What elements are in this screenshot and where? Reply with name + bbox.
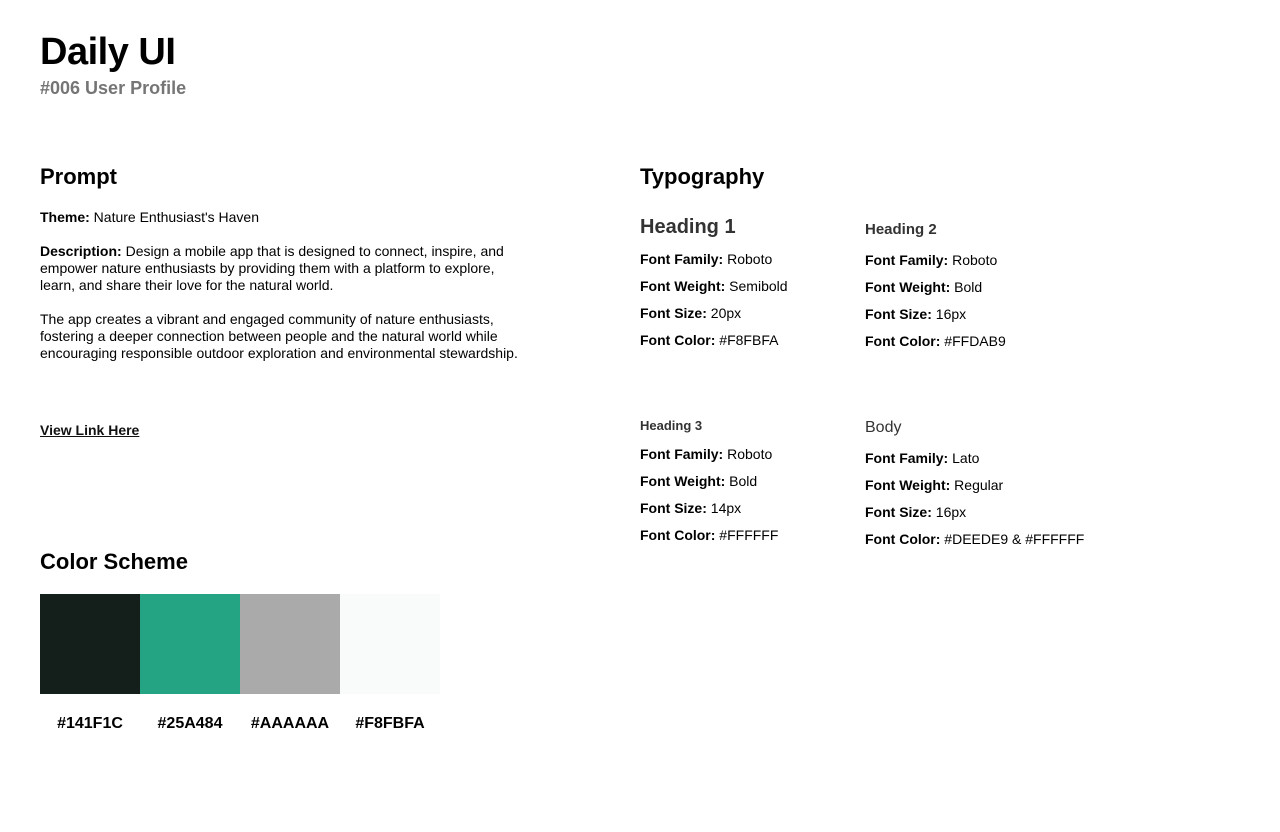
type-style-heading-1 [640, 217, 788, 359]
spec-value: Roboto [723, 251, 773, 267]
page-title: Daily UI [40, 31, 176, 73]
type-style-body [865, 418, 1084, 558]
color-label: #AAAAAA [250, 715, 330, 732]
type-style-name: Heading 2 [865, 221, 937, 238]
color-label: #141F1C [57, 715, 123, 732]
color-item [40, 594, 140, 733]
typography-heading: Typography [640, 164, 765, 189]
spec-value: #DEEDE9 & #FFFFFF [940, 531, 1085, 547]
type-style-name: Heading 1 [640, 216, 736, 238]
color-swatch [240, 594, 340, 694]
spec-value: Roboto [723, 446, 773, 462]
spec-label: Font Size: [865, 504, 932, 520]
spec-label: Font Color: [640, 527, 716, 543]
color-swatch [340, 594, 440, 694]
color-label: #25A484 [157, 715, 223, 732]
spec-value: Roboto [948, 252, 998, 268]
spec-label: Font Family: [865, 450, 949, 466]
description-label: Description: [40, 243, 122, 259]
spec-value: 14px [706, 500, 742, 516]
spec-value: 16px [931, 504, 967, 520]
spec-label: Font Size: [640, 500, 707, 516]
prompt-paragraph: The app creates a vibrant and engaged community of nature enthusiasts, fostering a deeper connection between people and the natural world while encouraging responsible outdoor exploration and environmental stewardship. [40, 311, 518, 361]
type-spec-list [640, 446, 778, 554]
type-style-name: Heading 3 [640, 418, 703, 433]
spec-label: Font Weight: [640, 473, 726, 489]
color-scheme-heading: Color Scheme [40, 549, 188, 574]
color-swatch [140, 594, 240, 694]
spec-value: #FFFFFF [715, 527, 779, 543]
spec-value: 20px [706, 305, 742, 321]
color-label: #F8FBFA [355, 715, 425, 732]
type-style-name: Body [865, 419, 902, 436]
prompt-heading: Prompt [40, 164, 117, 189]
theme-label: Theme: [40, 209, 90, 225]
spec-label: Font Family: [640, 251, 724, 267]
type-style-heading-3 [640, 416, 778, 554]
spec-label: Font Size: [865, 306, 932, 322]
color-item [340, 594, 440, 733]
prompt-body [40, 209, 520, 379]
theme-value: Nature Enthusiast's Haven [89, 209, 259, 225]
spec-label: Font Weight: [865, 477, 951, 493]
color-swatch [40, 594, 140, 694]
spec-label: Font Color: [865, 333, 941, 349]
spec-value: Regular [950, 477, 1004, 493]
description-value: Design a mobile app that is designed to connect, inspire, and empower nature enthusiasts by providing them with a platform to explore, learn, and share their love for the natural world. [40, 243, 504, 293]
spec-label: Font Color: [640, 332, 716, 348]
type-style-heading-2 [865, 220, 1006, 360]
description-line [40, 243, 520, 294]
view-link[interactable]: View Link Here [40, 422, 140, 438]
spec-value: Semibold [725, 278, 788, 294]
spec-label: Font Size: [640, 305, 707, 321]
spec-value: 16px [931, 306, 967, 322]
spec-value: #F8FBFA [715, 332, 779, 348]
spec-label: Font Family: [640, 446, 724, 462]
color-item [240, 594, 340, 733]
spec-value: Lato [948, 450, 980, 466]
color-swatches [40, 594, 440, 733]
type-spec-list [865, 252, 1006, 360]
spec-value: Bold [725, 473, 758, 489]
type-spec-list [640, 251, 788, 359]
spec-label: Font Weight: [865, 279, 951, 295]
spec-label: Font Family: [865, 252, 949, 268]
spec-label: Font Weight: [640, 278, 726, 294]
color-item [140, 594, 240, 733]
spec-label: Font Color: [865, 531, 941, 547]
spec-value: #FFDAB9 [940, 333, 1006, 349]
spec-value: Bold [950, 279, 983, 295]
theme-line [40, 209, 520, 226]
page-subtitle: #006 User Profile [40, 78, 187, 98]
type-spec-list [865, 450, 1084, 558]
